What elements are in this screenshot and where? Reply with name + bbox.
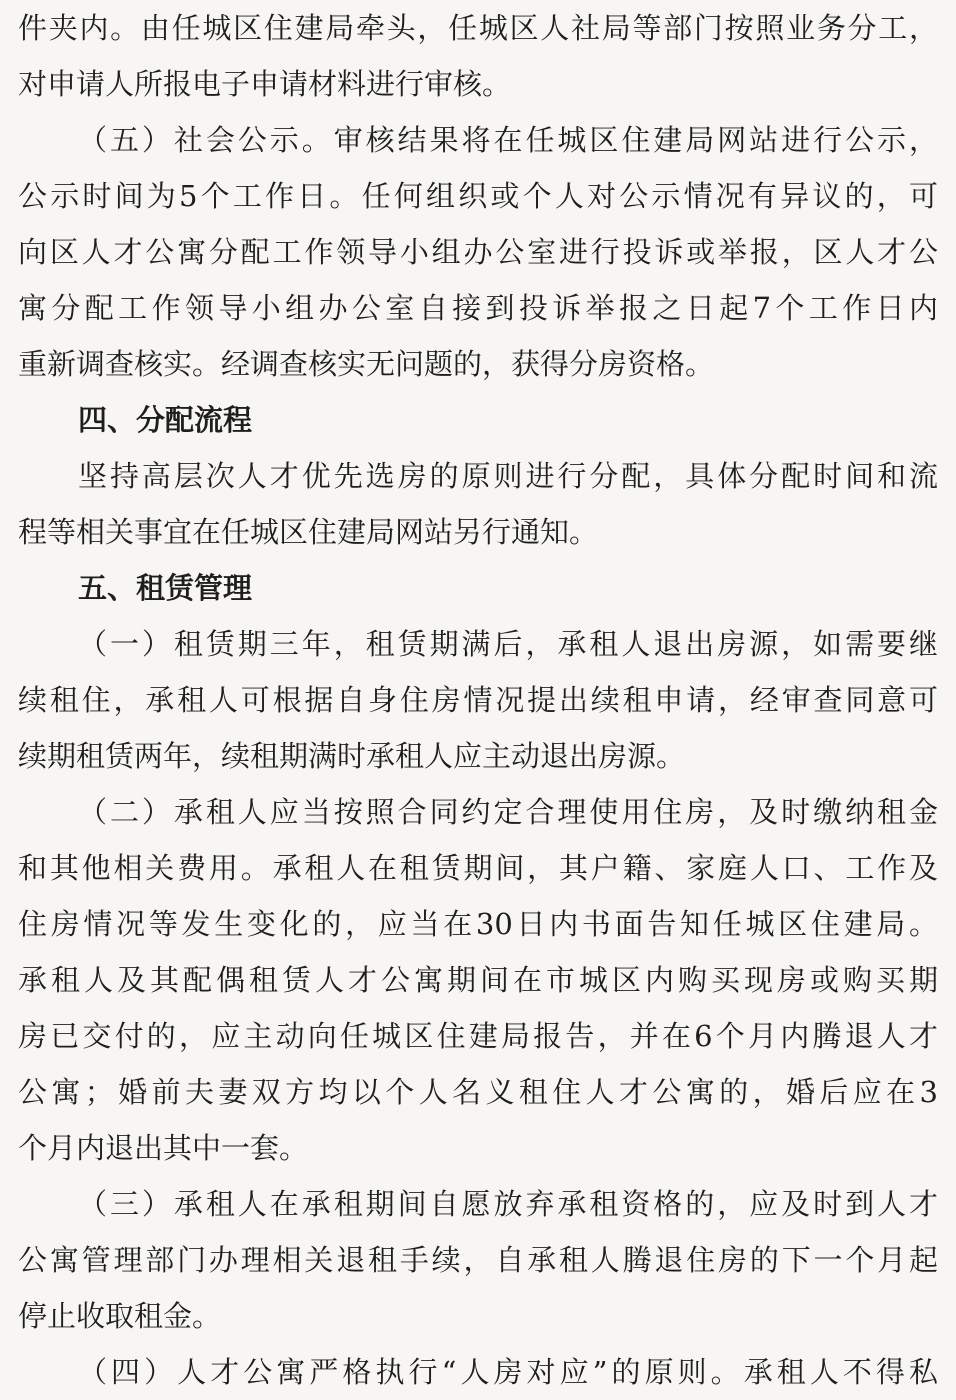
text-line: 个月内退出其中一套。 [18,1131,309,1165]
text-line: 续期租赁两年，续租期满时承租人应主动退出房源。 [18,739,686,773]
section-heading-lease: 五、租赁管理 [78,571,253,605]
text-line: 公示时间为5个工作日。任何组织或个人对公示情况有异议的，可 [18,179,938,213]
text-line: （三）承租人在承租期间自愿放弃承租资格的，应及时到人才 [78,1187,938,1221]
text-line: （二）承租人应当按照合同约定合理使用住房，及时缴纳租金 [78,795,938,829]
text-line: 和其他相关费用。承租人在租赁期间，其户籍、家庭人口、工作及 [18,851,938,885]
text-line: 寓分配工作领导小组办公室自接到投诉举报之日起7个工作日内 [18,291,938,325]
text-line: 续租住，承租人可根据自身住房情况提出续租申请，经审查同意可 [18,683,938,717]
text-line: 坚持高层次人才优先选房的原则进行分配，具体分配时间和流 [78,459,938,493]
text-line: （一）租赁期三年，租赁期满后，承租人退出房源，如需要继 [78,627,938,661]
text-line: 住房情况等发生变化的，应当在30日内书面告知任城区住建局。 [18,907,938,941]
section-heading-distribution: 四、分配流程 [78,403,253,437]
text-line: 向区人才公寓分配工作领导小组办公室进行投诉或举报，区人才公 [18,235,938,269]
text-line: 公寓；婚前夫妻双方均以个人名义租住人才公寓的，婚后应在3 [18,1075,938,1109]
text-line: 重新调查核实。经调查核实无问题的，获得分房资格。 [18,347,715,381]
text-line: 停止收取租金。 [18,1299,222,1333]
text-line: 公寓管理部门办理相关退租手续，自承租人腾退住房的下一个月起 [18,1243,938,1277]
text-line: 件夹内。由任城区住建局牵头，任城区人社局等部门按照业务分工， [18,11,938,45]
text-line: 对申请人所报电子申请材料进行审核。 [18,67,512,101]
text-line: 房已交付的，应主动向任城区住建局报告，并在6个月内腾退人才 [18,1019,938,1053]
text-line: （五）社会公示。审核结果将在任城区住建局网站进行公示， [78,123,938,157]
text-line: 承租人及其配偶租赁人才公寓期间在市城区内购买现房或购买期 [18,963,938,997]
text-line: （四）人才公寓严格执行“人房对应”的原则。承租人不得私 [78,1355,938,1389]
text-line: 程等相关事宜在任城区住建局网站另行通知。 [18,515,599,549]
